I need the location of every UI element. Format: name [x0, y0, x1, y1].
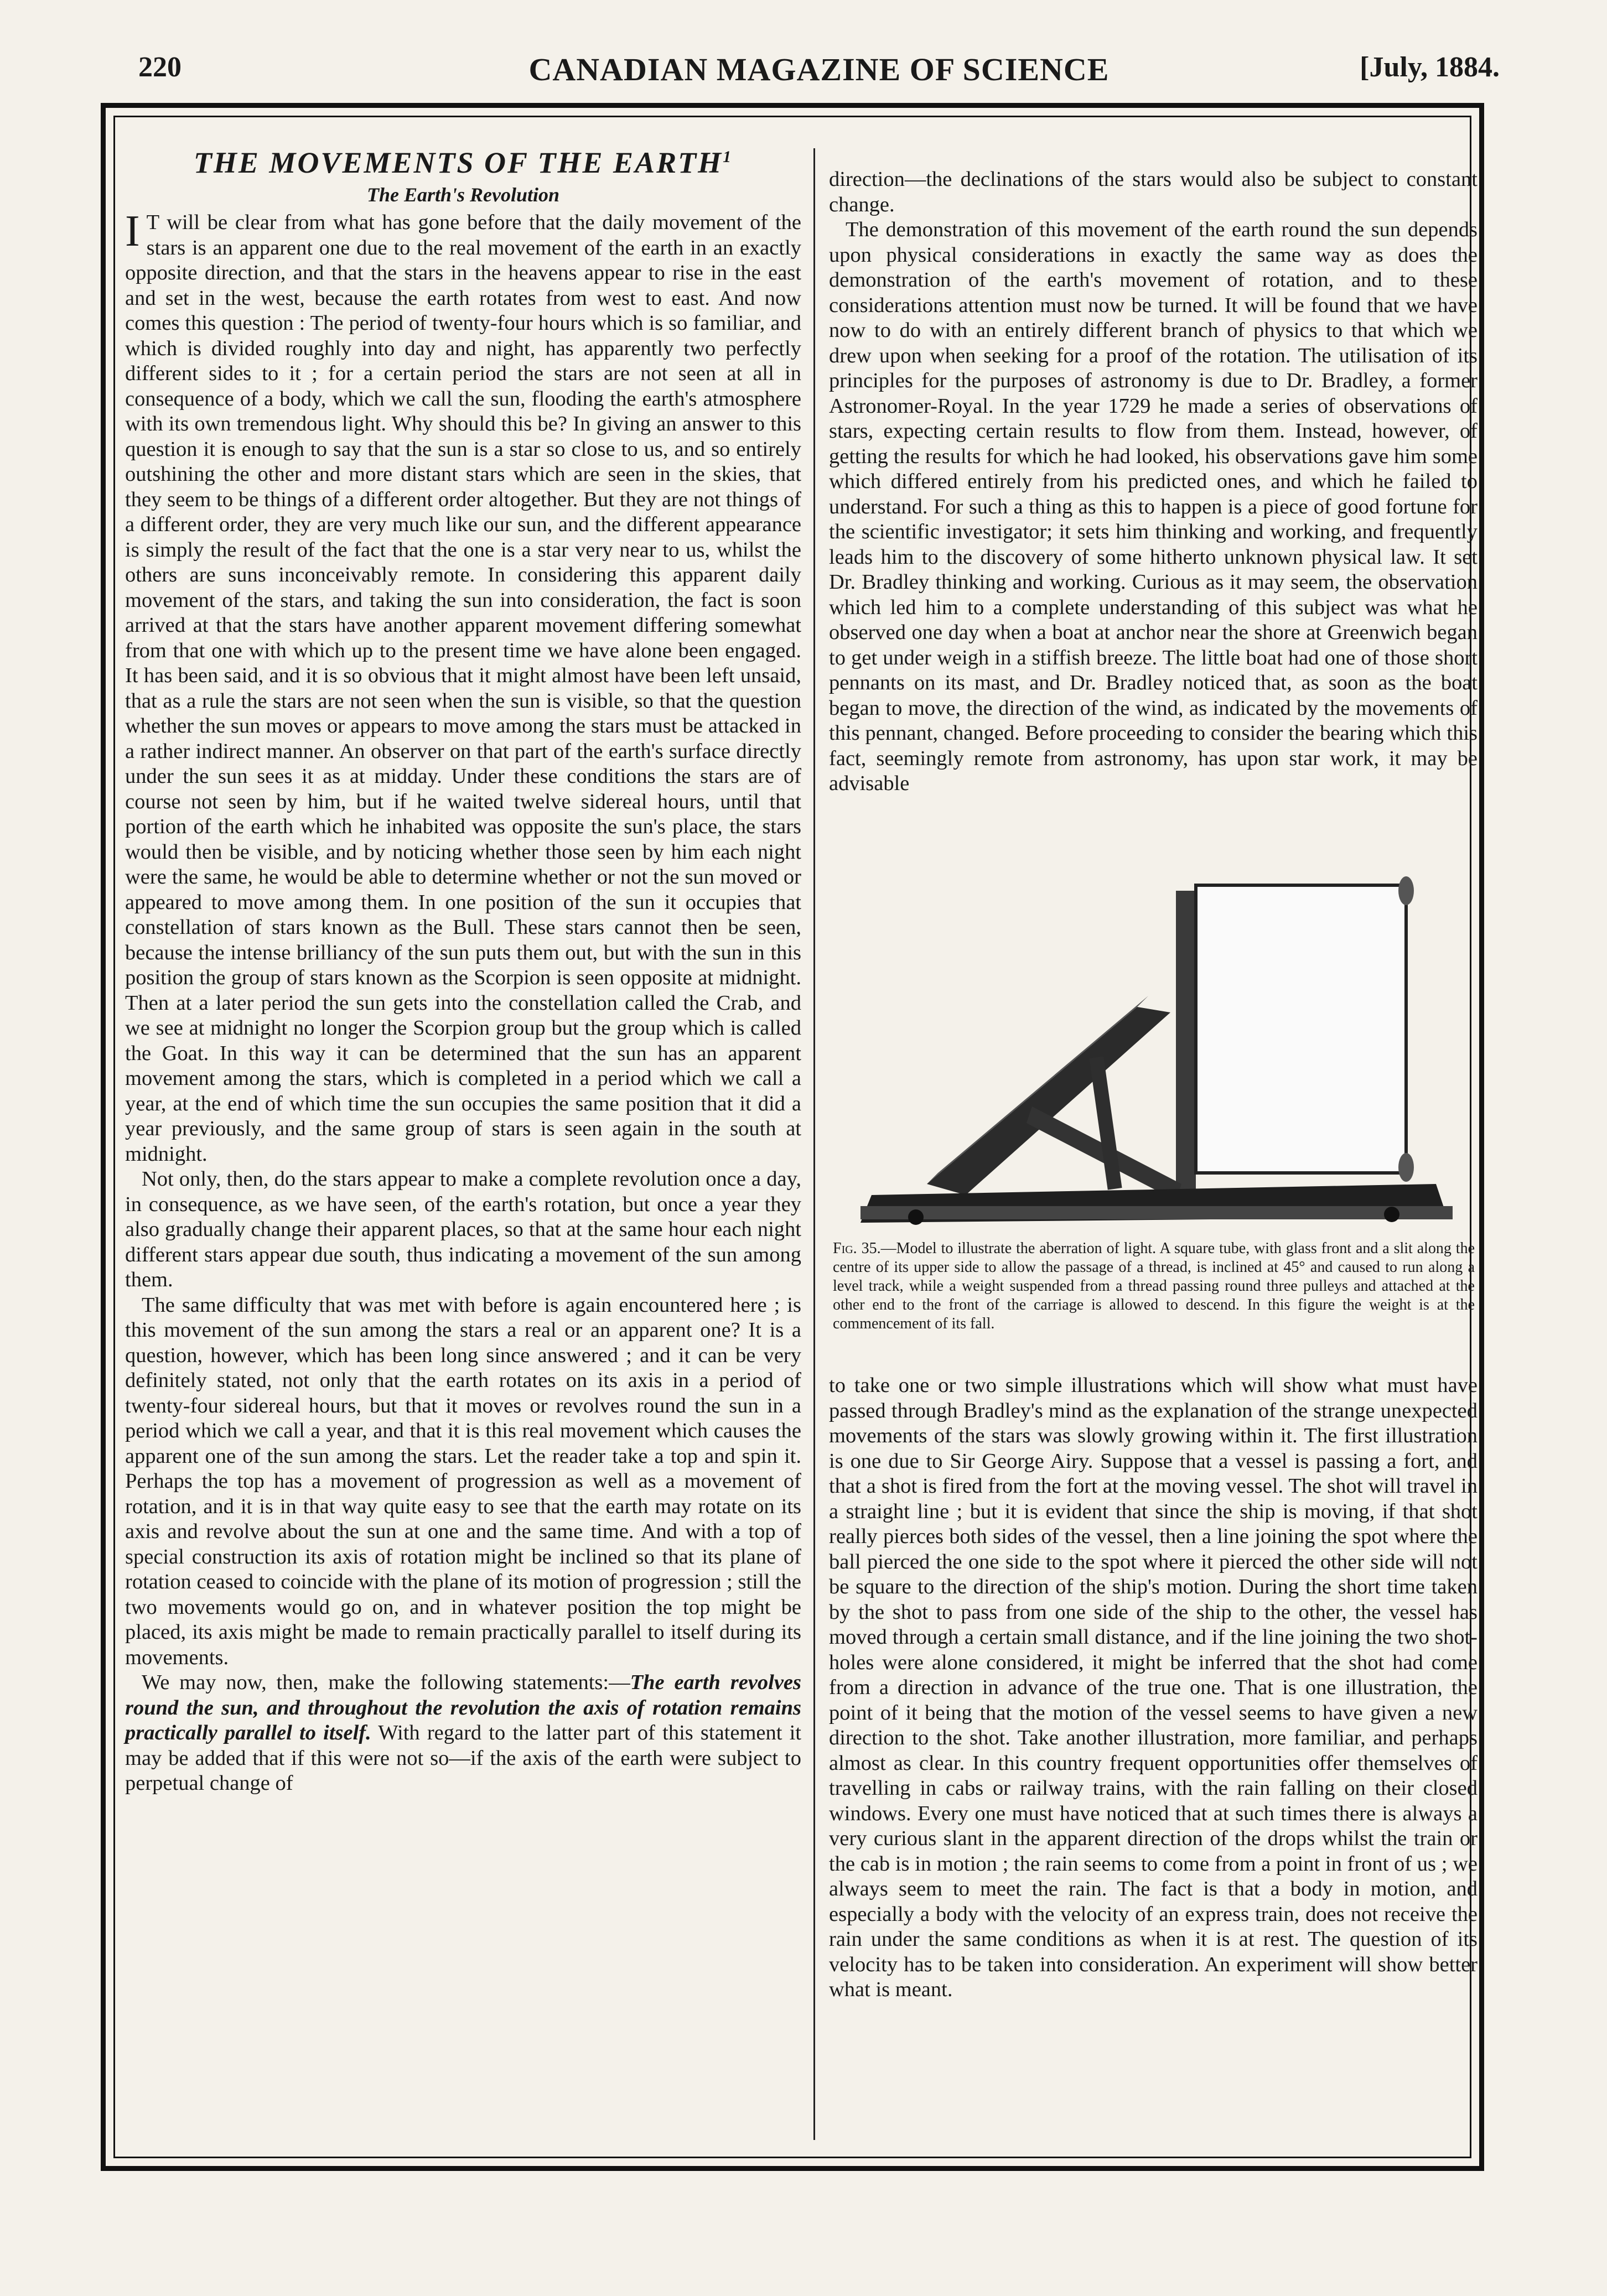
issue-date: [July, 1884.	[1360, 51, 1500, 83]
page-header	[138, 51, 1500, 95]
left-column	[125, 139, 801, 1796]
paragraph-4-rest: With regard to the latter part of this statement it may be added that if this were not so—if the axis of the earth were subject to perpetual change of	[125, 1721, 802, 1795]
figure-label: Fig. 35.	[833, 1240, 881, 1257]
paragraph-7: to take one or two simple illustrations which will show what must have passed through Bradley's mind as the explanation of the strange unexpected movements of the stars was slowly growing within it. The first illustration is one due to Sir George Airy. Suppose that a vessel is passing a fort, and that a shot is fired from the fort at the moving vessel. The shot will travel in a straight line ; but it is evident that since the ship is moving, if that shot really pierces both sides of the vessel, then a line joining the spot where the ball pierced the one side to the spot where it pierced the other side will not be square to the direction of the ship's motion. During the short time taken by the shot to pass from one side of the ship to the other, the vessel has moved through a certain small distance, and if the line joining the two shot-holes were alone considered, it might be inferred that the shot had come from a direction in advance of the true one. That is one illustration, the point of it being that the motion of the vessel seems to have given a new direction to the shot. Take another illustration, more familiar, and perhaps almost as clear. In this country frequent opportunities offer themselves of travelling in cabs or railway trains, with the rain falling on their closed windows. Every one must have noticed that at such times there is always a very curious slant in the apparent direction of the drops whilst the train or the cab is in motion ; the rain seems to come from a point in front of us ; we always seem to meet the rain. The fact is that a body in motion, and especially a body with the velocity of an express train, does not receive the rain under the same conditions as when it is at rest. The question of its velocity has to be taken into consideration. An experiment will show better what is meant.	[829, 1374, 1478, 2001]
figure-aberration-model	[849, 874, 1464, 1228]
title-footnote-mark: 1	[723, 148, 733, 166]
paragraph-1	[125, 207, 801, 1167]
paragraph-4	[125, 1670, 801, 1796]
paragraph-2: Not only, then, do the stars appear to make a complete revolution once a day, in consequence, as we have seen, of the earth's rotation, but once a year they also gradually change their apparent places, so that at the same hour each night different stars appear due south, thus indicating a movement of the sun among them.	[125, 1167, 801, 1291]
paragraph-3: The same difficulty that was met with before is again encountered here ; is this movement of the sun among the stars a real or an apparent one? It is a question, however, which has been long since answered ; and it can be very definitely stated, not only that the earth rotates on its axis in a period of twenty-four sidereal hours, but that it moves or revolves round the sun in a period which we call a year, and that it is this real movement which causes the apparent one of the sun among the stars. Let the reader take a top and spin it. Perhaps the top has a movement of progression as well as a movement of rotation, and it is in that way quite easy to see that the earth may rotate on its axis and revolve about the sun at one and the same time. And with a top of special construction its axis of rotation might be inclined so that its plane of rotation ceased to coincide with the plane of its motion of progression ; still the two movements would go on, and in whatever position the top might be placed, its axis might be made to remain practically parallel to itself during its movements.	[125, 1293, 801, 1669]
drop-cap: I	[125, 207, 140, 256]
article-subtitle: The Earth's Revolution	[366, 184, 560, 206]
paragraph-1-text: T will be clear from what has gone before that the daily movement of the stars is an apparent one due to the real movement of the earth in an exactly opposite direction, and that the stars in the heavens appear to rise in the east and set in the west, because the earth rotates from west to east. And now comes this question : The period of twenty-four hours which is so familiar, and which is divided roughly into day and night, has apparently two perfectly different sides to it ; for a certain period the stars are not seen at all in consequence of a body, which we call the sun, flooding the earth's atmosphere with its own tremendous light. Why should this be? In giving an answer to this question it is enough to say that the sun is a star so close to us, and so entirely outshining the other and more distant stars which are seen in the skies, that they seem to be things of a different order altogether. But they are not things of a different order, they are very much like our sun, and the different appearance is simply the result of the fact that the one is a star very near to us, whilst the others are suns inconceivably remote. In considering this apparent daily movement of the stars, and taking the sun into consideration, the fact is soon arrived at that the stars have another apparent movement differing somewhat from that one with which up to the present time we have alone been engaged. It has been said, and it is so obvious that it might almost have been left unsaid, that as a rule the stars are not seen when the sun is visible, so that the question whether the sun moves or appears to move among the stars must be attacked in a rather indirect manner. An observer on that part of the earth's surface directly under the sun sees it as at midday. Under these conditions the stars are of course not seen by him, but if he waited twelve sidereal hours, until that portion of the earth which he inhabited was opposite the sun's place, the stars would then be visible, and by noticing whether those seen by him each night were the same, he would be able to determine whether or not the sun moved or appeared to move among them. In one position of the sun it occupies that constellation of stars known as the Bull. These stars cannot then be seen, because the intense brilliancy of the sun puts them out, but with the sun in this position the group of stars known as the Scorpion is seen opposite at midnight. Then at a later period the sun gets into the constellation called the Crab, and we see at midnight no longer the Scorpion group but the group which is called the Goat. In this way it can be determined that the sun has an apparent movement among the stars, which is completed in a period which we call a year, at the end of which time the sun occupies the same position that it did a year previously, and the same group of stars is seen again in the south at midnight.	[125, 211, 801, 1166]
figure-caption-text: —Model to illustrate the aberration of light. A square tube, with glass front and a slit along the centre of its upper side to allow the passage of a thread, is inclined at 45° and caused to run along a level track, while a weight suspended from a thread passing round three pulleys and attached at the other end to the front of the carriage is allowed to descend. In this figure the weight is at the commencement of its fall.	[833, 1240, 1475, 1332]
paragraph-5: direction—the declinations of the stars would also be subject to constant change.	[829, 168, 1478, 216]
key-statement: The earth revolves round the sun, and throughout the revolution the axis of rotation remains practically parallel to itself.	[125, 1671, 801, 1744]
paragraph-4-intro: We may now, then, make the following statements:—	[142, 1671, 630, 1694]
figure-caption	[833, 1239, 1475, 1333]
right-column-bottom	[829, 1373, 1478, 2003]
paragraph-6: The demonstration of this movement of the earth round the sun depends upon physical considerations in exactly the same way as does the demonstration of the earth's movement of rotation, and to these considerations attention must now be turned. It will be found that we have now to do with an entirely different branch of physics to that which we drew upon when seeking for a proof of the rotation. The utilisation of its principles for the purposes of astronomy is due to Dr. Bradley, a former Astronomer-Royal. In the year 1729 he made a series of observations of stars, expecting certain results to flow from them. Instead, however, of getting the results for which he had looked, his observations gave him some which differed entirely from his predicted ones, and which he failed to understand. For such a thing as this to happen is a piece of good fortune for the scientific investigator; it sets him thinking and working, and frequently leads him to the discovery of some hitherto unknown physical law. It set Dr. Bradley thinking and working. Curious as it may seem, the observation which led him to a complete understanding of this subject was what he observed one day when a boat at anchor near the shore at Greenwich began to get under weigh in a stiffish breeze. The little boat had one of those short pennants on its mast, and Dr. Bradley noticed that, as soon as the boat began to move, the direction of the wind, as indicated by the movements of this pennant, changed. Before proceeding to consider the bearing which this fact, seemingly remote from astronomy, has upon star work, it may be advisable	[829, 218, 1478, 795]
article-title-text: THE MOVEMENTS OF THE EARTH	[193, 146, 723, 179]
right-column-top	[829, 167, 1478, 797]
column-rule	[813, 148, 815, 2140]
page-number: 220	[138, 51, 182, 83]
running-title: CANADIAN MAGAZINE OF SCIENCE	[528, 51, 1110, 87]
aberration-model-illustration	[849, 874, 1464, 1228]
article-title	[125, 139, 801, 180]
